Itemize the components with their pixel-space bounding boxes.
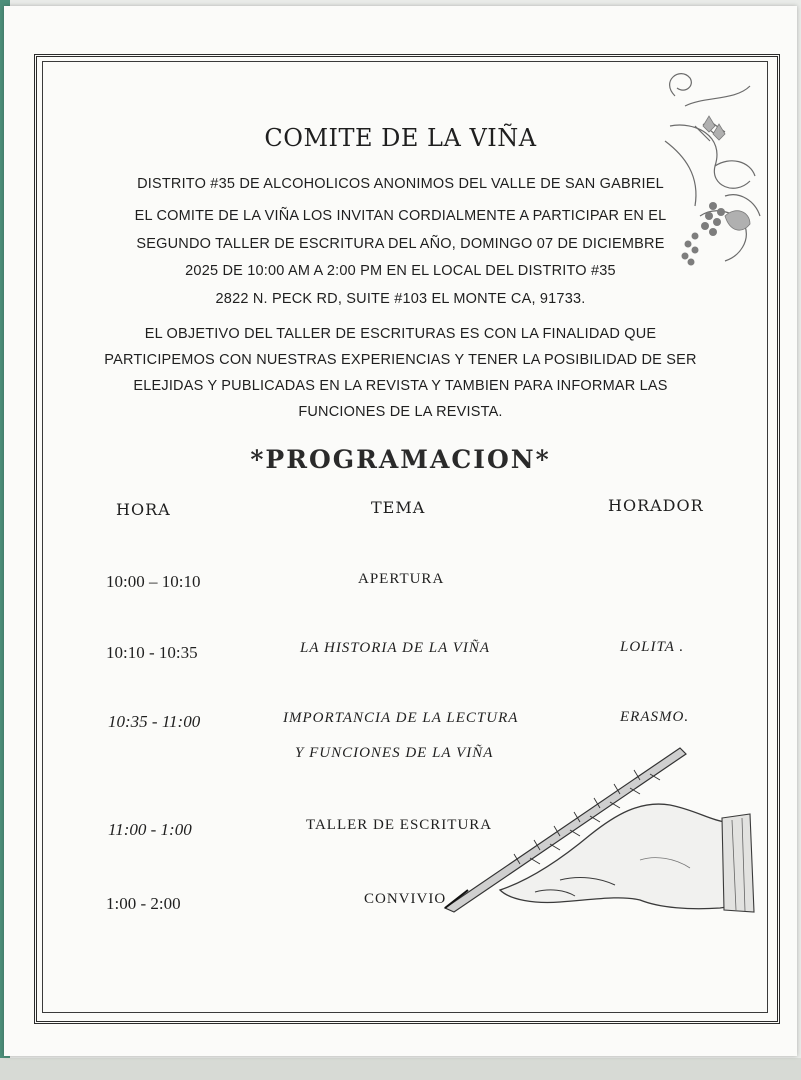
column-header-topic: TEMA	[371, 498, 426, 517]
address-line: 2822 N. PECK RD, SUITE #103 EL MONTE CA, 91733.	[215, 291, 586, 307]
program-heading: *PROGRAMACION*	[250, 445, 551, 474]
background-surface	[0, 1058, 801, 1080]
invitation-line-2: SEGUNDO TALLER DE ESCRITURA DEL AÑO, DOMINGO 07 DE DICIEMBRE	[136, 236, 665, 252]
schedule-time: 1:00 - 2:00	[106, 894, 181, 913]
objective-line-1: EL OBJETIVO DEL TALLER DE ESCRITURAS ES CON LA FINALIDAD QUE	[144, 326, 657, 342]
column-header-time: HORA	[116, 500, 171, 519]
invitation-line-3: 2025 DE 10:00 AM A 2:00 PM EN EL LOCAL DEL DISTRITO #35	[185, 263, 616, 279]
schedule-time: 10:10 - 10:35	[106, 643, 198, 662]
column-header-speaker: HORADOR	[608, 496, 704, 515]
district-subtitle: DISTRITO #35 DE ALCOHOLICOS ANONIMOS DEL VALLE DE SAN GABRIEL	[137, 176, 664, 192]
objective-line-2: PARTICIPEMOS CON NUESTRAS EXPERIENCIAS Y TENER LA POSIBILIDAD DE SER	[104, 352, 697, 368]
schedule-topic: TALLER DE ESCRITURA	[306, 817, 493, 833]
schedule-time: 10:00 – 10:10	[106, 572, 201, 591]
schedule-topic: CONVIVIO	[364, 891, 447, 907]
schedule-topic: APERTURA	[358, 571, 445, 587]
schedule-topic: IMPORTANCIA DE LA LECTURA	[283, 710, 519, 726]
schedule-speaker: ERASMO.	[620, 709, 690, 725]
invitation-line-1: EL COMITE DE LA VIÑA LOS INVITAN CORDIALMENTE A PARTICIPAR EN EL	[134, 208, 667, 224]
flyer-title: COMITE DE LA VIÑA	[264, 124, 537, 152]
schedule-time: 10:35 - 11:00	[108, 712, 201, 731]
objective-line-3: ELEJIDAS Y PUBLICADAS EN LA REVISTA Y TAMBIEN PARA INFORMAR LAS	[133, 378, 668, 394]
schedule-time: 11:00 - 1:00	[108, 820, 192, 839]
hand-writing-quill-icon	[440, 740, 760, 920]
schedule-topic-continued: Y FUNCIONES DE LA VIÑA	[295, 745, 494, 761]
schedule-topic: LA HISTORIA DE LA VIÑA	[300, 640, 491, 656]
schedule-speaker: LOLITA .	[620, 639, 685, 655]
objective-line-4: FUNCIONES DE LA REVISTA.	[298, 404, 503, 420]
